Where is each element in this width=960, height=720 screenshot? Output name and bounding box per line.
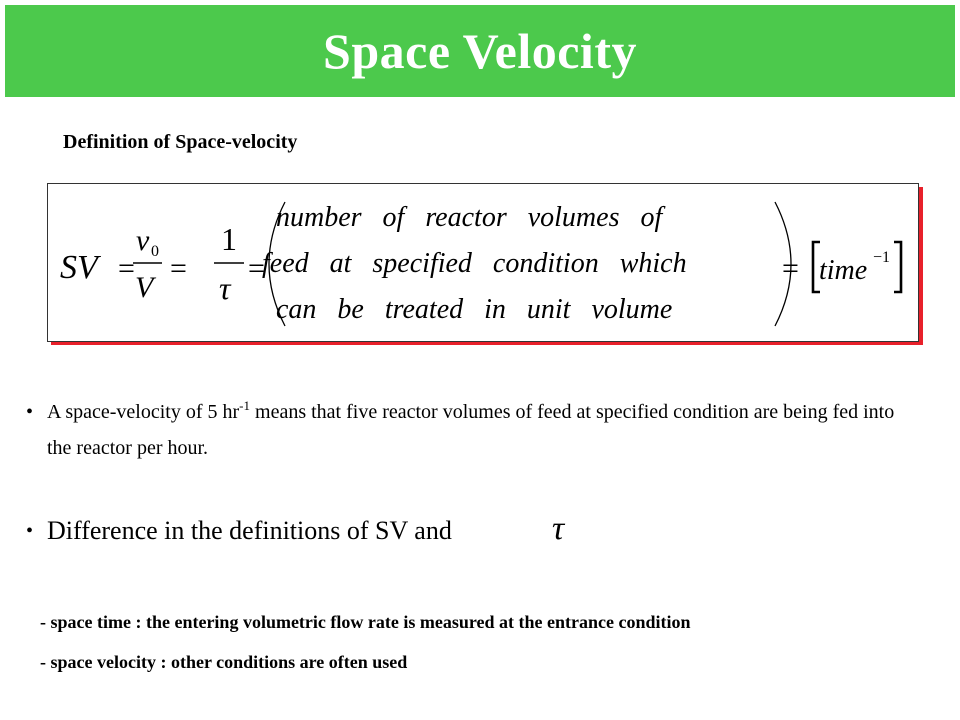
eq-unit-exponent: −1 xyxy=(873,249,891,266)
bullet-glyph: • xyxy=(26,401,34,423)
note-space-velocity: - space velocity : other conditions are often used xyxy=(40,652,408,672)
eq-numerator-v: v xyxy=(136,224,150,257)
bullet-text-post: means that five reactor volumes of feed at specified condition are being fed into the reactor per hour. xyxy=(47,401,895,459)
bullet-text-superscript: -1 xyxy=(239,398,251,413)
bullet-difference-text: Difference in the definitions of SV and xyxy=(47,516,452,545)
eq-denominator-V: V xyxy=(135,271,154,304)
subtitle: Definition of Space-velocity xyxy=(63,131,298,153)
eq-denominator-tau: τ xyxy=(219,270,231,306)
eq-unit: time xyxy=(819,255,868,286)
right-bracket xyxy=(894,242,901,292)
title-bar xyxy=(5,5,955,97)
eq-numerator-one: 1 xyxy=(221,221,237,257)
eq-equals-1: = xyxy=(118,252,135,285)
tau-symbol: τ xyxy=(552,510,565,547)
eq-row-3: can be treated in unit volume xyxy=(276,294,673,325)
note-space-time: - space time : the entering volumetric flow rate is measured at the entrance condition xyxy=(40,612,691,632)
eq-equals-4: = xyxy=(782,252,799,285)
slide-title: Space Velocity xyxy=(323,23,637,79)
bullet-glyph: • xyxy=(26,520,34,542)
equation-box xyxy=(47,183,919,342)
bullet-text-pre: A space-velocity of 5 hr xyxy=(47,401,240,423)
eq-lhs: SV xyxy=(60,249,98,286)
eq-numerator-subscript: 0 xyxy=(151,243,159,260)
eq-equals-2: = xyxy=(170,252,187,285)
eq-row-2: feed at specified condition which xyxy=(262,248,687,279)
bullet-text xyxy=(47,394,907,466)
eq-equals-3: = xyxy=(248,252,265,285)
equation-svg xyxy=(48,184,918,341)
eq-row-1: number of reactor volumes of xyxy=(276,202,663,233)
